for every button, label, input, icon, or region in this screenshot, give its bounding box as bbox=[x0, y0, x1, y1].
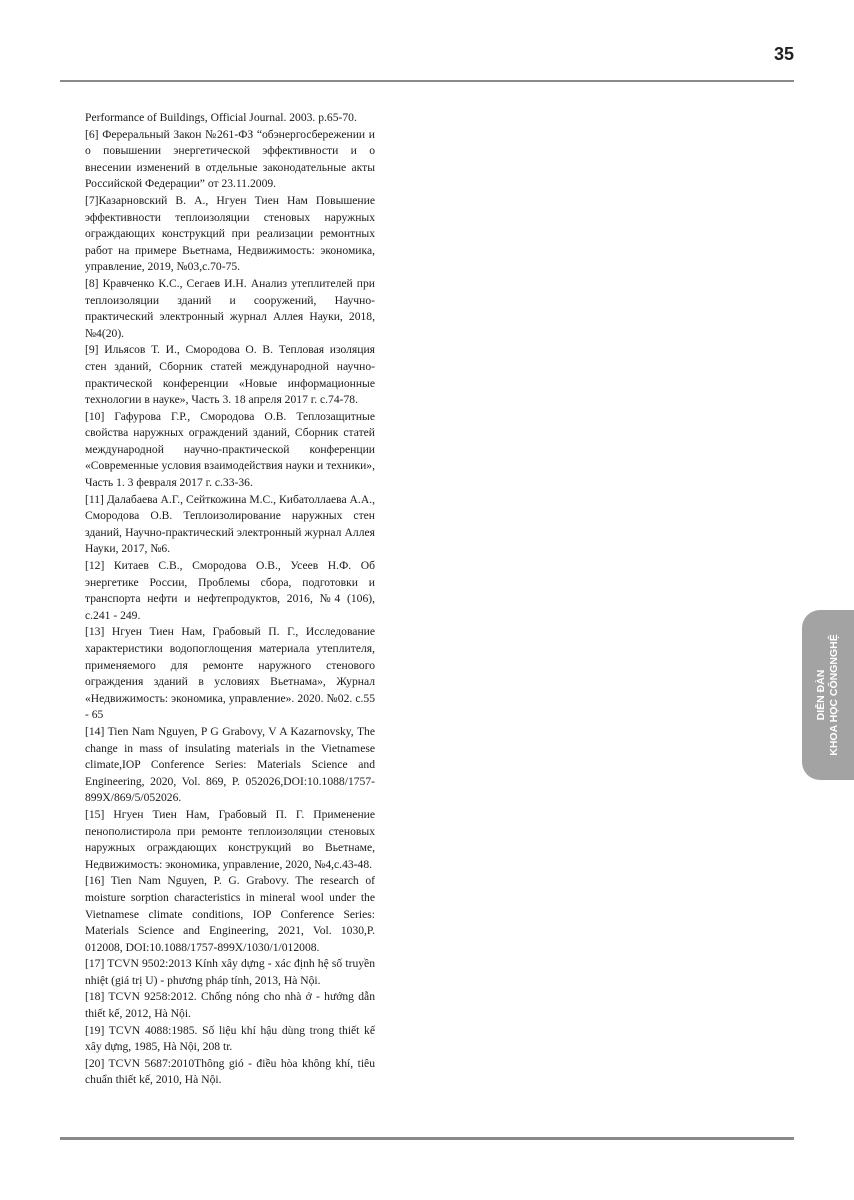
reference-item: [8] Кравченко К.С., Сегаев И.Н. Анализ утеплителей при теплоизоляции зданий и сооружений, Научно-практический электронный журнал Аллея Науки, 2018, №4(20). bbox=[85, 276, 375, 340]
reference-item: [20] TCVN 5687:2010Thông gió - điều hòa không khí, tiêu chuẩn thiết kế, 2010, Hà Nội. bbox=[85, 1056, 375, 1087]
side-tab-line-2: KHOA HỌC CÔNGNGHỆ bbox=[828, 634, 840, 756]
reference-item: [10] Гафурова Г.Р., Смородова О.В. Теплозащитные свойства наружных ограждений зданий, Сборник статей международной научно-практической конференции «Современные условия взаимодействия науки и техники», Часть 1. 3 февраля 2017 г. с.33-36. bbox=[85, 409, 375, 490]
bottom-divider bbox=[60, 1137, 794, 1140]
reference-item: [9] Ильясов Т. И., Смородова О. В. Тепловая изоляция стен зданий, Сборник статей международной научно-практической конференции «Новые информационные технологии в науке», Часть 3. 18 апреля 2017 г. с.74-78. bbox=[85, 343, 375, 407]
reference-item: [7]Казарновский В. А., Нгуен Тиен Нам Повышение эффективности теплоизоляции стеновых наружных ограждающих конструкций при реализации ремонтных работ на примере Вьетнама, Недвижимость: экономика, управление, 2019, №03,с.70-75. bbox=[85, 193, 375, 274]
reference-item: [14] Tien Nam Nguyen, P G Grabovy, V A Kazarnovsky, The change in mass of insulating materials in the Vietnamese climate,IOP Conference Series: Materials Science and Engineering, 2020, Vol. 869, P. 052026,DOI:10.1088/1757-899X/869/5/052026. bbox=[85, 724, 375, 805]
page-number: 35 bbox=[773, 44, 794, 64]
reference-item: [6] Фереральный Закон №261-ФЗ “обэнергосбережении и о повышении энергетической эффективности и о внесении изменений в отдельные законодательные акты Российской Федерации” от 23.11.2009. bbox=[85, 127, 375, 191]
top-divider bbox=[60, 80, 794, 82]
reference-item: [17] TCVN 9502:2013 Kính xây dựng - xác định hệ số truyền nhiệt (giá trị U) - phương pháp tính, 2013, Hà Nội. bbox=[85, 957, 375, 987]
reference-item: [15] Нгуен Тиен Нам, Грабовый П. Г. Применение пенополистирола при ремонте теплоизоляции стеновых наружных ограждающих конструкций во Вьетнаме, Недвижимость: экономика, управление, 2020, №4,с.43-48. bbox=[85, 807, 375, 871]
reference-item: [13] Нгуен Тиен Нам, Грабовый П. Г., Исследование характеристики водопоглощения материала утеплителя, применяемого для ремонте наружного стенового ограждения зданий в условиях Вьетнама», Журнал «Недвижимость: экономика, управление». 2020. №02. с.55 - 65 bbox=[85, 625, 375, 722]
reference-item: [11] Далабаева А.Г., Сейткожина М.С., Кибатоллаева А.А., Смородова О.В. Теплоизолирование наружных стен зданий, Научно-практический электронный журнал Аллея Науки, 2017, №6. bbox=[85, 492, 375, 556]
section-side-tab-label bbox=[815, 634, 841, 756]
reference-item: [18] TCVN 9258:2012. Chống nóng cho nhà ở - hướng dẫn thiết kế, 2012, Hà Nội. bbox=[85, 990, 375, 1021]
reference-item: [16] Tien Nam Nguyen, P. G. Grabovy. The research of moisture sorption characteristics in mineral wool under the Vietnamese climate conditions, IOP Conference Series: Materials Science and Engineering, 2021, Vol. 1030,P. 012008, DOI:10.1088/1757-899X/1030/1/012008. bbox=[85, 874, 375, 954]
section-side-tab bbox=[802, 610, 854, 780]
side-tab-line-1: DIỄN ĐÀN bbox=[815, 669, 827, 721]
reference-item: Performance of Buildings, Official Journal. 2003. p.65-70. bbox=[85, 111, 357, 124]
reference-item: [12] Китаев С.В., Смородова О.В., Усеев Н.Ф. Об энергетике России, Проблемы сбора, подготовки и транспорта нефти и нефтепродуктов, 2016, №4 (106), с.241 - 249. bbox=[85, 559, 375, 622]
reference-list bbox=[85, 110, 375, 1089]
reference-item: [19] TCVN 4088:1985. Số liệu khí hậu dùng trong thiết kế xây dựng, 1985, Hà Nội, 208 tr. bbox=[85, 1023, 375, 1054]
